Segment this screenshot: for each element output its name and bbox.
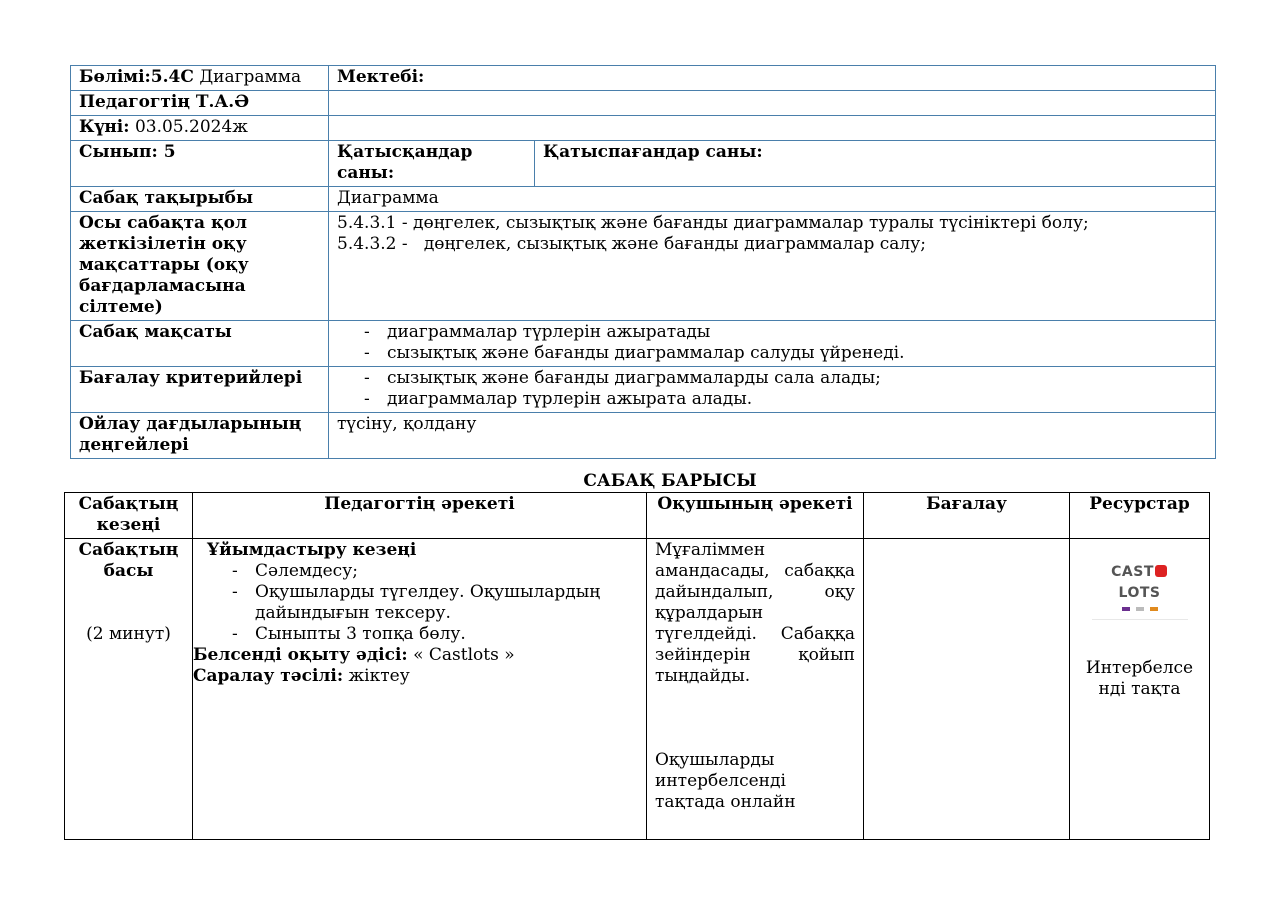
assessment-cell (864, 539, 1070, 840)
column-header: Сабақтың кезеңі (65, 493, 193, 539)
section-label: Бөлімі:5.4С (79, 67, 194, 87)
teacher-item: - Сәлемдесу; (227, 561, 638, 582)
class-label: Сынып: 5 (71, 141, 329, 187)
column-header: Педагогтің әрекеті (193, 493, 647, 539)
method-label: Белсенді оқыту әдісі: (193, 645, 408, 665)
absent-label: Қатыспағандар саны: (535, 141, 1216, 187)
stage-cell (65, 539, 193, 840)
lesson-flow-table (64, 492, 1210, 840)
teacher-heading: Ұйымдастыру кезеңі (207, 540, 417, 560)
flags-icon (1092, 607, 1188, 613)
goals-cell (329, 321, 1216, 367)
diff-label: Саралау тәсілі: (193, 666, 344, 686)
present-label: Қатысқандар саны: (329, 141, 535, 187)
goals-list (337, 322, 1207, 364)
objectives-cell (329, 212, 1216, 321)
thinking-label: Ойлау дағдыларының деңгейлері (71, 413, 329, 459)
diff-line (193, 666, 638, 687)
goal-label: Сабақ мақсаты (71, 321, 329, 367)
teacher-label: Педагогтің Т.А.Ә (71, 91, 329, 116)
goal-item: - сызықтық және бағанды диаграммалар салуды үйренеді. (359, 343, 1207, 364)
stage-name: Сабақтың басы (78, 540, 179, 581)
column-header: Ресурстар (1070, 493, 1210, 539)
castlots-logo (1092, 562, 1188, 620)
section-value: Диаграмма (199, 67, 302, 87)
teacher-item: - Сыныпты 3 топқа бөлу. (227, 624, 638, 645)
objective-item: 5.4.3.2 - дөңгелек, сызықтық және бағанды диаграммалар салу; (337, 234, 926, 254)
topic-value: Диаграмма (329, 187, 1216, 212)
date-value: 03.05.2024ж (134, 117, 248, 137)
teacher-value (329, 91, 1216, 116)
teacher-items-list (193, 561, 638, 645)
diff-value: жіктеу (348, 666, 410, 686)
objectives-label: Осы сабақта қол жеткізілетін оқу мақсаттары (оқу бағдарламасына сілтеме) (71, 212, 329, 321)
criteria-item: - сызықтық және бағанды диаграммаларды сала алады; (359, 368, 1207, 389)
thinking-value: түсіну, қолдану (329, 413, 1216, 459)
goal-item: - диаграммалар түрлерін ажыратады (359, 322, 1207, 343)
criteria-list (337, 368, 1207, 410)
lesson-info-table (70, 65, 1216, 459)
student-text: Оқушыларды интербелсенді тақтада онлайн (655, 750, 796, 812)
dice-icon (1155, 565, 1167, 577)
date-empty (329, 116, 1216, 141)
method-value: « Castlots » (413, 645, 515, 665)
student-action-cell (647, 539, 864, 840)
column-header: Бағалау (864, 493, 1070, 539)
column-header: Оқушының әрекеті (647, 493, 864, 539)
school-label: Мектебі: (329, 66, 1216, 91)
stage-time: (2 минут) (86, 624, 171, 644)
topic-label: Сабақ тақырыбы (71, 187, 329, 212)
section-cell (71, 66, 329, 91)
teacher-action-cell (193, 539, 647, 840)
student-text: Мұғаліммен амандасады, сабаққа дайындалып, оқу құралдарын түгелдейді. Сабаққа зейіндерін қойып тыңдайды. (655, 540, 855, 686)
resources-cell (1070, 539, 1210, 840)
date-cell (71, 116, 329, 141)
criteria-cell (329, 367, 1216, 413)
resource-text: Интербелсе нді тақта (1085, 658, 1194, 699)
criteria-item: - диаграммалар түрлерін ажырата алады. (359, 389, 1207, 410)
teacher-item: - Оқушыларды түгелдеу. Оқушылардың дайындығын тексеру. (227, 582, 638, 624)
criteria-label: Бағалау критерийлері (71, 367, 329, 413)
lesson-progress-title: САБАҚ БАРЫСЫ (583, 471, 757, 491)
castlots-wordmark: CASTLOTS (1092, 562, 1188, 604)
method-line (193, 645, 638, 666)
objective-item: 5.4.3.1 - дөңгелек, сызықтық және бағанды диаграммалар туралы түсініктері болу; (337, 213, 1089, 233)
date-label: Күні: (79, 117, 130, 137)
